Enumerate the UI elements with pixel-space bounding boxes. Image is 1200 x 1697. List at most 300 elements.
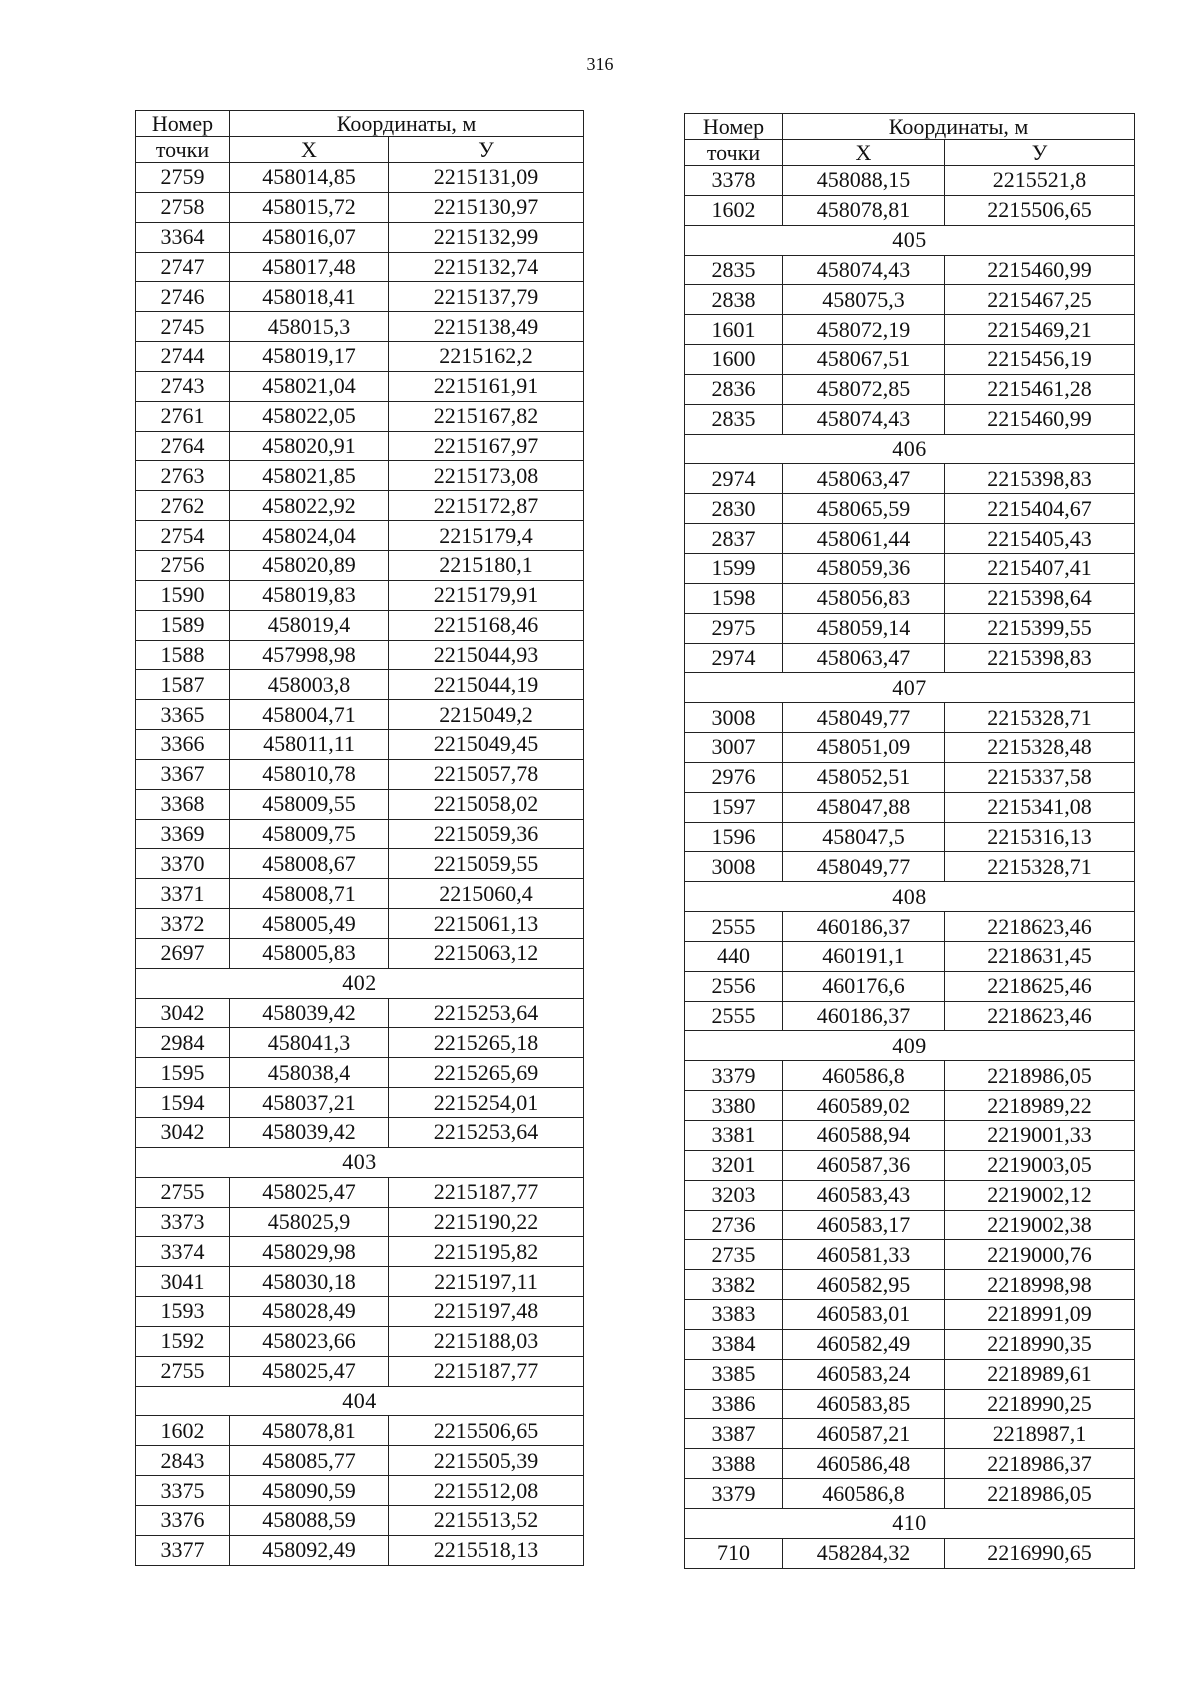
section-row xyxy=(136,1386,584,1416)
y-coordinate-cell: 2219000,76 xyxy=(945,1240,1135,1270)
y-coordinate-cell: 2219002,38 xyxy=(945,1210,1135,1240)
x-coordinate-cell: 458075,3 xyxy=(783,285,945,315)
y-coordinate-cell: 2215132,99 xyxy=(389,222,584,252)
y-coordinate-cell: 2218625,46 xyxy=(945,971,1135,1001)
table-row xyxy=(685,1091,1135,1121)
y-coordinate-cell: 2215316,13 xyxy=(945,822,1135,852)
x-coordinate-cell: 458005,83 xyxy=(230,938,389,968)
table-row xyxy=(136,342,584,372)
point-number-cell: 2761 xyxy=(136,401,230,431)
table-row xyxy=(136,1326,584,1356)
y-coordinate-cell: 2215179,4 xyxy=(389,521,584,551)
table-row xyxy=(685,1270,1135,1300)
point-number-cell: 2835 xyxy=(685,404,783,434)
point-number-cell: 3007 xyxy=(685,733,783,763)
section-number: 403 xyxy=(136,1147,584,1177)
y-coordinate-cell: 2215518,13 xyxy=(389,1535,584,1565)
x-coordinate-cell: 458051,09 xyxy=(783,733,945,763)
point-number-cell: 1597 xyxy=(685,792,783,822)
table-row xyxy=(685,166,1135,196)
y-coordinate-cell: 2215195,82 xyxy=(389,1237,584,1267)
point-number-cell: 1602 xyxy=(136,1416,230,1446)
table-row xyxy=(685,1389,1135,1419)
table-row xyxy=(685,464,1135,494)
table-row xyxy=(136,640,584,670)
table-row xyxy=(685,345,1135,375)
point-number-cell: 2745 xyxy=(136,312,230,342)
table-row xyxy=(136,1476,584,1506)
point-number-cell: 2975 xyxy=(685,613,783,643)
point-number-cell: 3380 xyxy=(685,1091,783,1121)
x-coordinate-cell: 458085,77 xyxy=(230,1446,389,1476)
point-number-cell: 1598 xyxy=(685,583,783,613)
y-coordinate-cell: 2215180,1 xyxy=(389,550,584,580)
x-coordinate-cell: 458025,9 xyxy=(230,1207,389,1237)
header-coordinates: Координаты, м xyxy=(783,114,1135,140)
point-number-cell: 2756 xyxy=(136,550,230,580)
x-coordinate-cell: 460587,36 xyxy=(783,1150,945,1180)
point-number-cell: 3381 xyxy=(685,1121,783,1151)
point-number-cell: 2974 xyxy=(685,464,783,494)
table-row xyxy=(136,789,584,819)
table-row xyxy=(136,431,584,461)
section-number: 408 xyxy=(685,882,1135,912)
table-row xyxy=(685,1449,1135,1479)
y-coordinate-cell: 2215328,71 xyxy=(945,852,1135,882)
x-coordinate-cell: 458005,49 xyxy=(230,909,389,939)
point-number-cell: 2746 xyxy=(136,282,230,312)
table-row xyxy=(685,494,1135,524)
header-y: У xyxy=(945,140,1135,166)
x-coordinate-cell: 458020,89 xyxy=(230,550,389,580)
point-number-cell: 2843 xyxy=(136,1446,230,1476)
section-row xyxy=(685,882,1135,912)
table-row xyxy=(136,1118,584,1148)
x-coordinate-cell: 458065,59 xyxy=(783,494,945,524)
table-row xyxy=(685,822,1135,852)
table-row xyxy=(136,1356,584,1386)
point-number-cell: 1599 xyxy=(685,553,783,583)
point-number-cell: 1593 xyxy=(136,1297,230,1327)
x-coordinate-cell: 458072,19 xyxy=(783,315,945,345)
y-coordinate-cell: 2215265,69 xyxy=(389,1058,584,1088)
y-coordinate-cell: 2215197,11 xyxy=(389,1267,584,1297)
point-number-cell: 3374 xyxy=(136,1237,230,1267)
point-number-cell: 2764 xyxy=(136,431,230,461)
point-number-cell: 2555 xyxy=(685,912,783,942)
x-coordinate-cell: 458049,77 xyxy=(783,703,945,733)
point-number-cell: 3375 xyxy=(136,1476,230,1506)
point-number-cell: 710 xyxy=(685,1538,783,1568)
table-row xyxy=(136,222,584,252)
point-number-cell: 2755 xyxy=(136,1177,230,1207)
y-coordinate-cell: 2215058,02 xyxy=(389,789,584,819)
y-coordinate-cell: 2215057,78 xyxy=(389,759,584,789)
x-coordinate-cell: 458022,92 xyxy=(230,491,389,521)
x-coordinate-cell: 458030,18 xyxy=(230,1267,389,1297)
table-row xyxy=(685,1300,1135,1330)
point-number-cell: 3371 xyxy=(136,879,230,909)
y-coordinate-cell: 2215173,08 xyxy=(389,461,584,491)
y-coordinate-cell: 2215161,91 xyxy=(389,371,584,401)
y-coordinate-cell: 2215460,99 xyxy=(945,255,1135,285)
x-coordinate-cell: 460586,8 xyxy=(783,1061,945,1091)
y-coordinate-cell: 2215341,08 xyxy=(945,792,1135,822)
y-coordinate-cell: 2215407,41 xyxy=(945,553,1135,583)
y-coordinate-cell: 2215172,87 xyxy=(389,491,584,521)
x-coordinate-cell: 460583,01 xyxy=(783,1300,945,1330)
point-number-cell: 1600 xyxy=(685,345,783,375)
y-coordinate-cell: 2215044,93 xyxy=(389,640,584,670)
table-row xyxy=(136,1058,584,1088)
y-coordinate-cell: 2215168,46 xyxy=(389,610,584,640)
y-coordinate-cell: 2215167,97 xyxy=(389,431,584,461)
point-number-cell: 2759 xyxy=(136,163,230,193)
y-coordinate-cell: 2215521,8 xyxy=(945,166,1135,196)
point-number-cell: 3376 xyxy=(136,1505,230,1535)
table-row xyxy=(685,852,1135,882)
y-coordinate-cell: 2215506,65 xyxy=(389,1416,584,1446)
point-number-cell: 2763 xyxy=(136,461,230,491)
x-coordinate-cell: 458047,88 xyxy=(783,792,945,822)
point-number-cell: 2974 xyxy=(685,643,783,673)
table-row xyxy=(136,700,584,730)
table-row xyxy=(136,461,584,491)
y-coordinate-cell: 2215456,19 xyxy=(945,345,1135,375)
y-coordinate-cell: 2215505,39 xyxy=(389,1446,584,1476)
y-coordinate-cell: 2218623,46 xyxy=(945,912,1135,942)
table-row xyxy=(136,759,584,789)
y-coordinate-cell: 2215187,77 xyxy=(389,1177,584,1207)
x-coordinate-cell: 460583,24 xyxy=(783,1359,945,1389)
table-row xyxy=(685,1150,1135,1180)
x-coordinate-cell: 458023,66 xyxy=(230,1326,389,1356)
table-row xyxy=(136,730,584,760)
point-number-cell: 3384 xyxy=(685,1329,783,1359)
table-row xyxy=(685,1538,1135,1568)
x-coordinate-cell: 458015,72 xyxy=(230,192,389,222)
point-number-cell: 2744 xyxy=(136,342,230,372)
point-number-cell: 3378 xyxy=(685,166,783,196)
point-number-cell: 2555 xyxy=(685,1001,783,1031)
point-number-cell: 3369 xyxy=(136,819,230,849)
table-row xyxy=(685,583,1135,613)
y-coordinate-cell: 2215265,18 xyxy=(389,1028,584,1058)
table-row xyxy=(685,1001,1135,1031)
x-coordinate-cell: 458061,44 xyxy=(783,524,945,554)
x-coordinate-cell: 460587,21 xyxy=(783,1419,945,1449)
y-coordinate-cell: 2215132,74 xyxy=(389,252,584,282)
y-coordinate-cell: 2215399,55 xyxy=(945,613,1135,643)
x-coordinate-cell: 460586,48 xyxy=(783,1449,945,1479)
y-coordinate-cell: 2215398,83 xyxy=(945,643,1135,673)
y-coordinate-cell: 2215513,52 xyxy=(389,1505,584,1535)
point-number-cell: 2754 xyxy=(136,521,230,551)
section-row xyxy=(685,1031,1135,1061)
y-coordinate-cell: 2215404,67 xyxy=(945,494,1135,524)
y-coordinate-cell: 2219003,05 xyxy=(945,1150,1135,1180)
y-coordinate-cell: 2219002,12 xyxy=(945,1180,1135,1210)
x-coordinate-cell: 458029,98 xyxy=(230,1237,389,1267)
table-row xyxy=(136,938,584,968)
table-row xyxy=(136,1177,584,1207)
x-coordinate-cell: 458019,17 xyxy=(230,342,389,372)
point-number-cell: 2736 xyxy=(685,1210,783,1240)
y-coordinate-cell: 2215328,71 xyxy=(945,703,1135,733)
x-coordinate-cell: 460583,17 xyxy=(783,1210,945,1240)
table-row xyxy=(685,1240,1135,1270)
point-number-cell: 1589 xyxy=(136,610,230,640)
point-number-cell: 440 xyxy=(685,941,783,971)
section-row xyxy=(685,225,1135,255)
y-coordinate-cell: 2215398,64 xyxy=(945,583,1135,613)
table-row xyxy=(136,521,584,551)
x-coordinate-cell: 458003,8 xyxy=(230,670,389,700)
table-row xyxy=(685,285,1135,315)
point-number-cell: 1587 xyxy=(136,670,230,700)
point-number-cell: 2835 xyxy=(685,255,783,285)
table-row xyxy=(685,1359,1135,1389)
point-number-cell: 1590 xyxy=(136,580,230,610)
x-coordinate-cell: 458025,47 xyxy=(230,1177,389,1207)
table-row xyxy=(685,1210,1135,1240)
table-row xyxy=(685,762,1135,792)
section-row xyxy=(685,434,1135,464)
x-coordinate-cell: 458014,85 xyxy=(230,163,389,193)
y-coordinate-cell: 2218987,1 xyxy=(945,1419,1135,1449)
section-row xyxy=(136,968,584,998)
header-coordinates: Координаты, м xyxy=(230,111,584,137)
table-row xyxy=(136,819,584,849)
point-number-cell: 3379 xyxy=(685,1479,783,1509)
point-number-cell: 3365 xyxy=(136,700,230,730)
section-number: 402 xyxy=(136,968,584,998)
table-row xyxy=(685,1121,1135,1151)
y-coordinate-cell: 2215467,25 xyxy=(945,285,1135,315)
y-coordinate-cell: 2215328,48 xyxy=(945,733,1135,763)
point-number-cell: 3385 xyxy=(685,1359,783,1389)
x-coordinate-cell: 458009,75 xyxy=(230,819,389,849)
x-coordinate-cell: 458028,49 xyxy=(230,1297,389,1327)
header-point-number-line2: точки xyxy=(685,140,783,166)
x-coordinate-cell: 458059,36 xyxy=(783,553,945,583)
x-coordinate-cell: 460589,02 xyxy=(783,1091,945,1121)
y-coordinate-cell: 2215162,2 xyxy=(389,342,584,372)
point-number-cell: 3201 xyxy=(685,1150,783,1180)
section-number: 404 xyxy=(136,1386,584,1416)
x-coordinate-cell: 460588,94 xyxy=(783,1121,945,1151)
table-row xyxy=(136,1237,584,1267)
table-row xyxy=(685,1180,1135,1210)
y-coordinate-cell: 2215059,36 xyxy=(389,819,584,849)
y-coordinate-cell: 2215187,77 xyxy=(389,1356,584,1386)
header-point-number: Номер xyxy=(136,111,230,137)
y-coordinate-cell: 2215138,49 xyxy=(389,312,584,342)
point-number-cell: 3370 xyxy=(136,849,230,879)
table-row xyxy=(136,1535,584,1565)
x-coordinate-cell: 458072,85 xyxy=(783,374,945,404)
x-coordinate-cell: 460586,8 xyxy=(783,1479,945,1509)
y-coordinate-cell: 2215460,99 xyxy=(945,404,1135,434)
header-x: X xyxy=(783,140,945,166)
y-coordinate-cell: 2218998,98 xyxy=(945,1270,1135,1300)
header-x: X xyxy=(230,137,389,163)
y-coordinate-cell: 2218989,22 xyxy=(945,1091,1135,1121)
table-row xyxy=(685,613,1135,643)
table-row xyxy=(685,792,1135,822)
x-coordinate-cell: 458038,4 xyxy=(230,1058,389,1088)
x-coordinate-cell: 458018,41 xyxy=(230,282,389,312)
y-coordinate-cell: 2215059,55 xyxy=(389,849,584,879)
point-number-cell: 3379 xyxy=(685,1061,783,1091)
y-coordinate-cell: 2215131,09 xyxy=(389,163,584,193)
y-coordinate-cell: 2218990,25 xyxy=(945,1389,1135,1419)
point-number-cell: 3373 xyxy=(136,1207,230,1237)
table-row xyxy=(685,404,1135,434)
y-coordinate-cell: 2215506,65 xyxy=(945,195,1135,225)
table-row xyxy=(136,163,584,193)
x-coordinate-cell: 458019,83 xyxy=(230,580,389,610)
x-coordinate-cell: 458067,51 xyxy=(783,345,945,375)
x-coordinate-cell: 460582,49 xyxy=(783,1329,945,1359)
x-coordinate-cell: 460583,43 xyxy=(783,1180,945,1210)
y-coordinate-cell: 2218990,35 xyxy=(945,1329,1135,1359)
x-coordinate-cell: 458016,07 xyxy=(230,222,389,252)
point-number-cell: 2758 xyxy=(136,192,230,222)
table-row xyxy=(136,1297,584,1327)
x-coordinate-cell: 460582,95 xyxy=(783,1270,945,1300)
table-row xyxy=(136,550,584,580)
table-row xyxy=(136,1088,584,1118)
table-row xyxy=(685,733,1135,763)
x-coordinate-cell: 458088,15 xyxy=(783,166,945,196)
x-coordinate-cell: 458009,55 xyxy=(230,789,389,819)
y-coordinate-cell: 2215044,19 xyxy=(389,670,584,700)
section-number: 405 xyxy=(685,225,1135,255)
x-coordinate-cell: 458078,81 xyxy=(230,1416,389,1446)
x-coordinate-cell: 458020,91 xyxy=(230,431,389,461)
point-number-cell: 3042 xyxy=(136,998,230,1028)
table-row xyxy=(685,643,1135,673)
y-coordinate-cell: 2215060,4 xyxy=(389,879,584,909)
table-row xyxy=(685,971,1135,1001)
x-coordinate-cell: 458021,85 xyxy=(230,461,389,491)
y-coordinate-cell: 2218989,61 xyxy=(945,1359,1135,1389)
x-coordinate-cell: 458011,11 xyxy=(230,730,389,760)
point-number-cell: 3366 xyxy=(136,730,230,760)
x-coordinate-cell: 458052,51 xyxy=(783,762,945,792)
point-number-cell: 2838 xyxy=(685,285,783,315)
header-point-number-line2: точки xyxy=(136,137,230,163)
x-coordinate-cell: 458019,4 xyxy=(230,610,389,640)
x-coordinate-cell: 460186,37 xyxy=(783,1001,945,1031)
table-row xyxy=(685,941,1135,971)
y-coordinate-cell: 2215137,79 xyxy=(389,282,584,312)
y-coordinate-cell: 2215405,43 xyxy=(945,524,1135,554)
point-number-cell: 1592 xyxy=(136,1326,230,1356)
point-number-cell: 1596 xyxy=(685,822,783,852)
x-coordinate-cell: 457998,98 xyxy=(230,640,389,670)
table-row xyxy=(136,909,584,939)
table-row xyxy=(685,1479,1135,1509)
x-coordinate-cell: 458041,3 xyxy=(230,1028,389,1058)
header-y: У xyxy=(389,137,584,163)
x-coordinate-cell: 458017,48 xyxy=(230,252,389,282)
table-row xyxy=(685,703,1135,733)
table-row xyxy=(685,553,1135,583)
x-coordinate-cell: 458078,81 xyxy=(783,195,945,225)
y-coordinate-cell: 2215254,01 xyxy=(389,1088,584,1118)
point-number-cell: 1602 xyxy=(685,195,783,225)
x-coordinate-cell: 458059,14 xyxy=(783,613,945,643)
y-coordinate-cell: 2218623,46 xyxy=(945,1001,1135,1031)
point-number-cell: 3383 xyxy=(685,1300,783,1330)
table-row xyxy=(136,252,584,282)
point-number-cell: 3364 xyxy=(136,222,230,252)
point-number-cell: 3386 xyxy=(685,1389,783,1419)
point-number-cell: 2735 xyxy=(685,1240,783,1270)
table-row xyxy=(136,401,584,431)
table-row xyxy=(685,524,1135,554)
y-coordinate-cell: 2215190,22 xyxy=(389,1207,584,1237)
x-coordinate-cell: 458074,43 xyxy=(783,255,945,285)
point-number-cell: 1595 xyxy=(136,1058,230,1088)
x-coordinate-cell: 458025,47 xyxy=(230,1356,389,1386)
coordinates-table-right xyxy=(684,113,1135,1569)
section-number: 410 xyxy=(685,1508,1135,1538)
y-coordinate-cell: 2215197,48 xyxy=(389,1297,584,1327)
point-number-cell: 2836 xyxy=(685,374,783,404)
section-number: 407 xyxy=(685,673,1135,703)
y-coordinate-cell: 2218991,09 xyxy=(945,1300,1135,1330)
y-coordinate-cell: 2215130,97 xyxy=(389,192,584,222)
point-number-cell: 3203 xyxy=(685,1180,783,1210)
x-coordinate-cell: 458037,21 xyxy=(230,1088,389,1118)
y-coordinate-cell: 2215049,2 xyxy=(389,700,584,730)
table-row xyxy=(136,580,584,610)
point-number-cell: 3042 xyxy=(136,1118,230,1148)
x-coordinate-cell: 458008,67 xyxy=(230,849,389,879)
point-number-cell: 2697 xyxy=(136,938,230,968)
x-coordinate-cell: 458010,78 xyxy=(230,759,389,789)
x-coordinate-cell: 458049,77 xyxy=(783,852,945,882)
table-row xyxy=(136,610,584,640)
table-row xyxy=(136,312,584,342)
table-row xyxy=(136,849,584,879)
y-coordinate-cell: 2215398,83 xyxy=(945,464,1135,494)
table-row xyxy=(685,374,1135,404)
y-coordinate-cell: 2216990,65 xyxy=(945,1538,1135,1568)
table-row xyxy=(136,998,584,1028)
x-coordinate-cell: 458063,47 xyxy=(783,464,945,494)
table-row xyxy=(136,1416,584,1446)
table-row xyxy=(685,912,1135,942)
point-number-cell: 1588 xyxy=(136,640,230,670)
table-row xyxy=(136,879,584,909)
table-row xyxy=(136,192,584,222)
y-coordinate-cell: 2215049,45 xyxy=(389,730,584,760)
x-coordinate-cell: 458056,83 xyxy=(783,583,945,613)
table-row xyxy=(136,1028,584,1058)
point-number-cell: 2830 xyxy=(685,494,783,524)
table-row xyxy=(685,255,1135,285)
point-number-cell: 3041 xyxy=(136,1267,230,1297)
x-coordinate-cell: 458092,49 xyxy=(230,1535,389,1565)
x-coordinate-cell: 458063,47 xyxy=(783,643,945,673)
point-number-cell: 3388 xyxy=(685,1449,783,1479)
y-coordinate-cell: 2215461,28 xyxy=(945,374,1135,404)
table-row xyxy=(685,1329,1135,1359)
